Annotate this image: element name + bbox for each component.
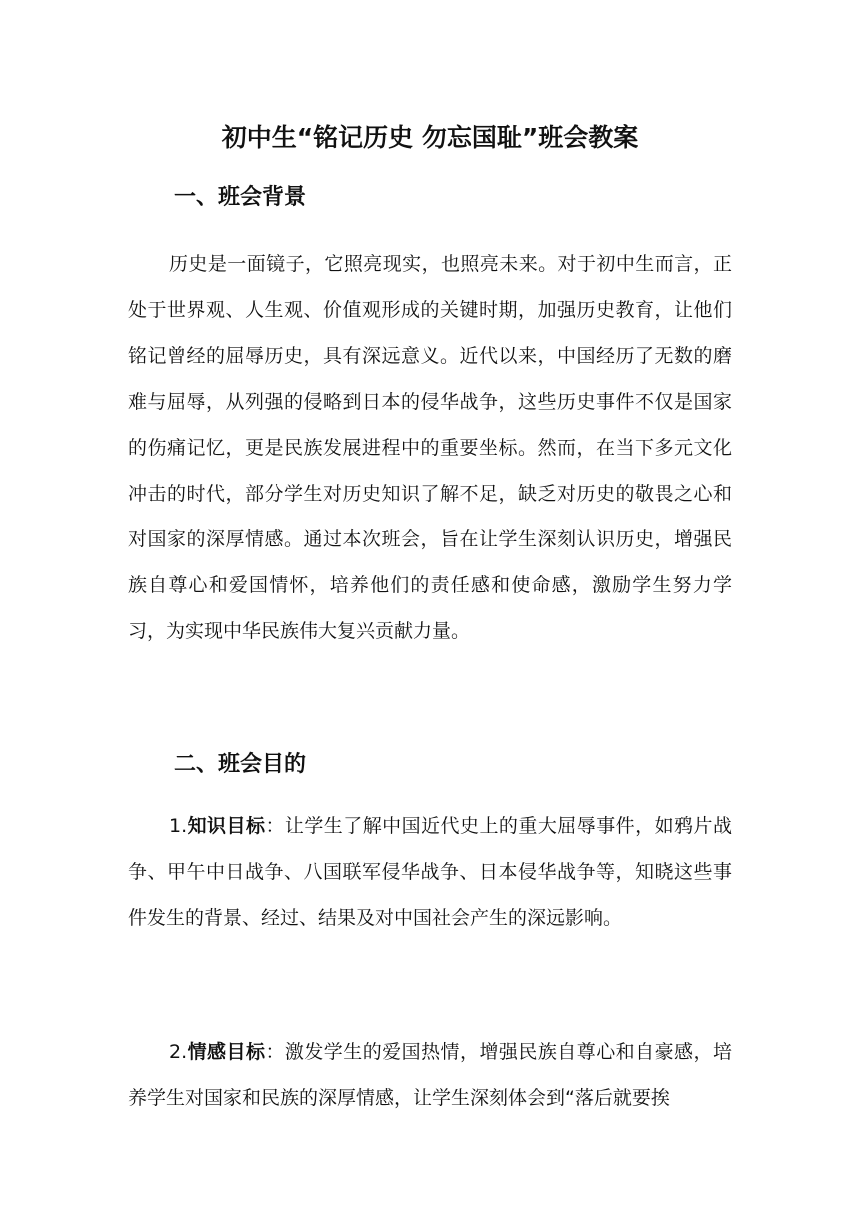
objective-label: 知识目标	[187, 815, 266, 837]
objective-item-emotion	[128, 1030, 732, 1109]
document-title: 初中生“铭记历史 勿忘国耻”班会教案	[221, 123, 639, 152]
section-heading-background: 一、班会背景	[174, 185, 307, 210]
section-heading-purpose: 二、班会目的	[174, 752, 307, 777]
objective-number: 2.	[169, 1041, 188, 1063]
objective-label: 情感目标	[187, 1041, 266, 1063]
objective-text: ：让学生了解中国近代史上的重大屈辱事件，如鸦片战争、甲午中日战争、八国联军侵华战争、日本侵华战争等，知晓这些事件发生的背景、经过、结果及对中国社会产生的深远影响。	[128, 815, 732, 929]
objective-number: 1.	[169, 815, 188, 837]
background-paragraph: 历史是一面镜子，它照亮现实，也照亮未来。对于初中生而言，正处于世界观、人生观、价值观形成的关键时期，加强历史教育，让他们铭记曾经的屈辱历史，具有深远意义。近代以来，中国经历了无数的磨难与屈辱，从列强的侵略到日本的侵华战争，这些历史事件不仅是国家的伤痛记忆，更是民族发展进程中的重要坐标。然而，在当下多元文化冲击的时代，部分学生对历史知识了解不足，缺乏对历史的敬畏之心和对国家的深厚情感。通过本次班会，旨在让学生深刻认识历史，增强民族自尊心和爱国情怀，培养他们的责任感和使命感，激励学生努力学习，为实现中华民族伟大复兴贡献力量。	[128, 253, 732, 643]
objective-item-knowledge	[128, 804, 732, 942]
objective-text: ：激发学生的爱国热情，增强民族自尊心和自豪感，培养学生对国家和民族的深厚情感，让学生深刻体会到“落后就要挨	[128, 1041, 732, 1109]
